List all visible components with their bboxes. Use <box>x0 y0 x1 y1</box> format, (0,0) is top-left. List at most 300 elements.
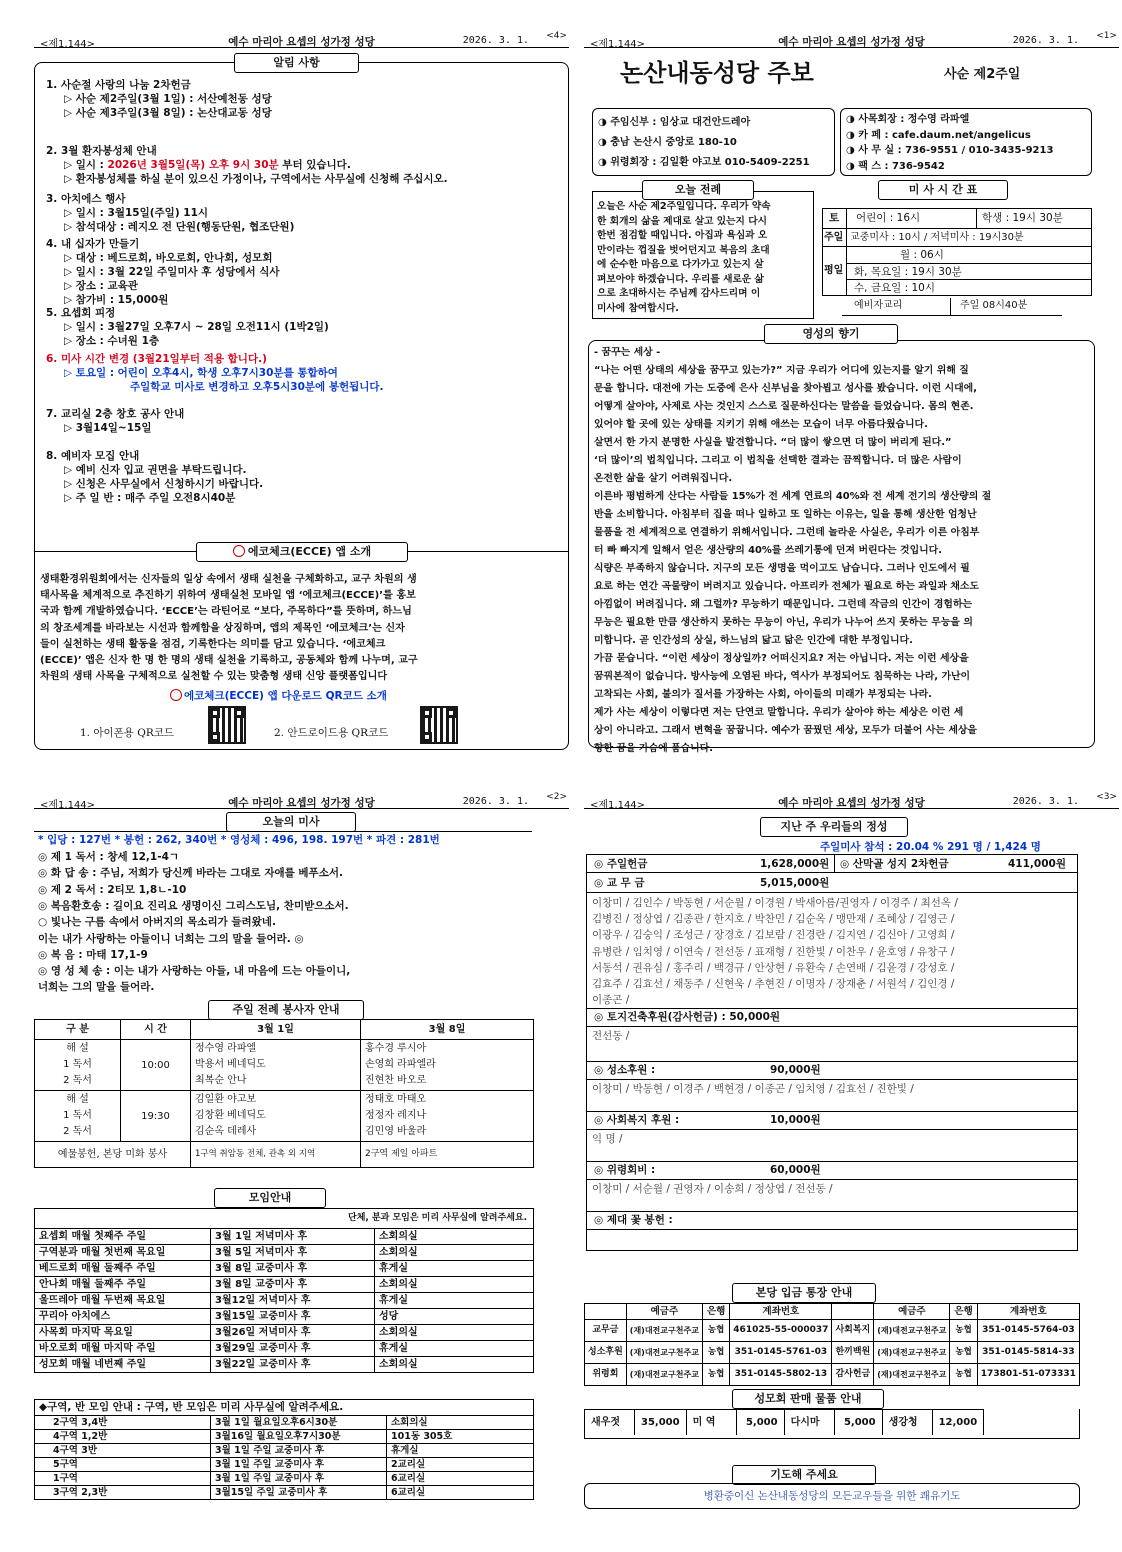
notice-heading: 8. 예비자 모집 안내 <box>46 450 140 462</box>
spirit-line: 살면서 한 가지 분명한 사실을 발견합니다. “더 많이 쌓으면 더 많이 버리게 된다.” <box>594 437 952 448</box>
bulletin-title: 논산내동성당 주보 <box>620 59 814 87</box>
tithe-line: 김병진 / 정상엽 / 김종관 / 한지호 / 박찬민 / 김순옥 / 맹만재 / 조혜상 / 김영근 / <box>592 913 955 926</box>
meeting-cell: 베드로회 매월 둘째주 주일 <box>35 1261 211 1277</box>
divider <box>586 1129 1078 1130</box>
church-name: 예수 마리아 요셉의 성가정 성당 <box>228 797 375 809</box>
notice-heading: 6. 미사 시간 변경 (3월21일부터 적용 합니다.) <box>46 353 267 365</box>
offering-section-label: ◎ 토지건축후원(감사헌금) : 50,000원 <box>594 1011 781 1023</box>
divider <box>822 246 1092 247</box>
table-row <box>35 1277 534 1293</box>
mass-wed-fri: 수, 금요일 : 10시 <box>854 282 935 294</box>
notice-item: ▷ 일시 : 3월15일(주일) 11시 <box>64 207 209 219</box>
district-cell: 3월15일 주일 교중미사 후 <box>211 1486 387 1500</box>
meeting-cell: 바오로회 매월 마지막 주일 <box>35 1341 211 1357</box>
table-row <box>35 1486 534 1500</box>
district-table-wrap <box>34 1399 534 1500</box>
spirit-line: 상이 아니라고. 그래서 변혁을 꿈꿉니다. 예수가 꿈꿨던 세상, 모두가 더불어 사는 세상을 <box>594 725 977 736</box>
meetings-table-wrap <box>34 1208 534 1373</box>
meeting-cell: 소회의실 <box>375 1357 534 1373</box>
table-row <box>585 1342 1080 1364</box>
meeting-cell: 3월 8일 교중미사 후 <box>211 1261 375 1277</box>
meeting-cell: 3월22일 교중미사 후 <box>211 1357 375 1373</box>
role-name: 해 설 <box>66 1043 89 1054</box>
servers-table <box>34 1019 534 1168</box>
table-row <box>35 1245 534 1261</box>
bank-cell: 351-0145-5814-33 <box>977 1342 1079 1364</box>
mass-sat-label: 토 <box>829 212 840 224</box>
shrine-offering-amount: 411,000원 <box>1008 858 1066 870</box>
table-row <box>35 1091 534 1142</box>
bank-cell: (재)대전교구천주교 <box>626 1342 702 1364</box>
issue-number: <제1,144> <box>590 39 646 50</box>
offering-section-names: 이창미 / 박동현 / 이경주 / 백현경 / 이종곤 / 임치영 / 김효선 / 진한빛 / <box>592 1083 914 1095</box>
district-cell: 2교리실 <box>387 1458 534 1472</box>
meeting-cell: 구역분과 매월 첫번째 목요일 <box>35 1245 211 1261</box>
table-row <box>35 1416 534 1430</box>
qr-title: 에코체크(ECCE) 앱 다운로드 QR코드 소개 <box>170 689 387 703</box>
bank-cell: (재)대전교구천주교 <box>874 1320 950 1342</box>
offering-role: 예물봉헌, 본당 미화 봉사 <box>35 1142 191 1168</box>
district-cell: 3월16일 월요일오후7시30분 <box>211 1430 387 1444</box>
ecce-line: 들이 실천하는 생태 활동을 점검, 기록한다는 의미를 담고 있습니다. ‘에코체크 <box>40 638 386 650</box>
district-cell: 6교리실 <box>387 1486 534 1500</box>
page-3 <box>584 792 1119 1525</box>
issue-date: 2026. 3. 1. <box>1012 796 1079 807</box>
server-name: 정태호 마태오 <box>365 1094 427 1105</box>
notice-item: ▷ 일시 : 3월27일 오후7시 ~ 28일 오전11시 (1박2일) <box>64 321 329 333</box>
page-header <box>584 792 1119 811</box>
meetings-table <box>34 1208 534 1373</box>
mass-weekday-label: 평일 <box>824 265 844 276</box>
notice-item: ▷ 장소 : 교육관 <box>64 280 138 292</box>
server-cell <box>361 1091 534 1142</box>
bank-cell: 감사헌금 <box>832 1364 874 1386</box>
offering-d1: 1구역 취암동 전체, 관촉 외 지역 <box>191 1142 361 1168</box>
bank-cell: 351-0145-5764-03 <box>977 1320 1079 1342</box>
catechumen-label: 예비자교리 <box>854 300 903 311</box>
notice-item: ▷ 예비 신자 입교 권면을 부탁드립니다. <box>64 464 247 476</box>
role-cell <box>35 1040 121 1091</box>
goods-title: 성모회 판매 물품 안내 <box>732 1389 884 1409</box>
server-name: 최복순 안나 <box>195 1075 247 1086</box>
goods-cell: 12,000 <box>932 1410 984 1436</box>
reading-line: ◎ 화 답 송 : 주님, 저희가 당신께 바라는 그대로 자애를 베푸소서. <box>38 867 343 880</box>
table-row <box>35 1309 534 1325</box>
bank-cell: 농협 <box>702 1342 729 1364</box>
notice-heading: 4. 내 십자가 만들기 <box>46 238 140 250</box>
catechumen-time: 주일 08시40분 <box>960 300 1028 311</box>
role-name: 2 독서 <box>63 1075 92 1086</box>
offering-title: 지난 주 우리들의 정성 <box>760 817 908 837</box>
table-row <box>35 1325 534 1341</box>
tithe-line: 서동석 / 권유심 / 홍주리 / 백경규 / 안상현 / 유환숙 / 손연배 / 김윤경 / 강성호 / <box>592 961 955 974</box>
notice-item: ▷ 일시 : 3월 22일 주일미사 후 성당에서 식사 <box>64 266 280 278</box>
table-row <box>35 1040 534 1091</box>
offering-d2: 2구역 제일 아파트 <box>361 1142 534 1168</box>
notice-heading: 3. 아치에스 행사 <box>46 193 126 205</box>
meeting-cell: 성모회 매월 네번째 주일 <box>35 1357 211 1373</box>
info-line: ◑ 카 페 : cafe.daum.net/angelicus <box>846 129 1031 141</box>
church-name: 예수 마리아 요셉의 성가정 성당 <box>228 36 375 48</box>
table-header: 은행 <box>702 1304 729 1320</box>
table-header <box>585 1304 627 1320</box>
server-cell <box>361 1040 534 1091</box>
table-row <box>35 1229 534 1245</box>
divider <box>950 298 951 315</box>
notice-item: ▷ 주 일 반 : 매주 주일 오전8시40분 <box>64 492 236 504</box>
spirit-line: 있어야 할 곳에 있는 상태를 지키기 위해 애쓰는 모습이 너무 아름다웠습니다. <box>594 419 928 430</box>
notice-heading: 7. 교리실 2층 창호 공사 안내 <box>46 408 185 420</box>
meetings-title: 모임안내 <box>214 1188 326 1208</box>
tithe-amount: 5,015,000원 <box>760 877 830 889</box>
bank-cell: 351-0145-5761-03 <box>730 1342 832 1364</box>
notice-item: ▷ 토요일 : 어린이 오후4시, 학생 오후7시30분를 통합하여 <box>64 367 338 379</box>
offering-section-amount: 60,000원 <box>770 1164 821 1176</box>
reading-line: ◎ 복음환호송 : 길이요 진리요 생명이신 그리스도님, 찬미받으소서. <box>38 899 349 912</box>
spirit-line: 아낌없이 버려집니다. 왜 그럴까? 무능하기 때문입니다. 그런데 작금의 인간이 경험하는 <box>594 599 973 610</box>
mass-schedule-title: 미 사 시 간 표 <box>878 180 1008 200</box>
role-name: 1 독서 <box>63 1110 92 1121</box>
page-4 <box>34 31 569 764</box>
table-header: 은행 <box>950 1304 977 1320</box>
district-cell: 4구역 3반 <box>35 1444 211 1458</box>
ecce-line: 국과 함께 개발하였습니다. ‘ECCE’는 라틴어로 “보다, 주목하다”를 뜻하며, 하느님 <box>40 606 412 618</box>
goods-cell: 5,000 <box>736 1410 784 1436</box>
divider <box>846 208 847 296</box>
mass-sun-text: 교중미사 : 10시 / 저녁미사 : 19시30분 <box>850 232 1024 243</box>
goods-cell: 5,000 <box>834 1410 882 1436</box>
spirit-line: 온전한 삶을 살기 어려워집니다. <box>594 473 733 484</box>
divider <box>976 208 977 228</box>
offering-section-amount: 90,000원 <box>770 1064 821 1076</box>
page-header <box>34 31 569 50</box>
server-name: 김순옥 데레사 <box>195 1126 257 1137</box>
goods-cell: 35,000 <box>635 1410 687 1436</box>
reading-line: ◎ 제 2 독서 : 2티모 1,8ㄴ-10 <box>38 883 187 896</box>
spirit-line: 향한 꿈을 가슴에 품습니다. <box>594 743 713 754</box>
role-cell <box>35 1091 121 1142</box>
meeting-cell: 소회의실 <box>375 1277 534 1293</box>
district-cell: 4구역 1,2반 <box>35 1430 211 1444</box>
table-row <box>35 1430 534 1444</box>
district-cell: 5구역 <box>35 1458 211 1472</box>
goods-box <box>584 1409 1080 1439</box>
table-row <box>585 1364 1080 1386</box>
table-row <box>35 1357 534 1373</box>
meeting-cell: 소회의실 <box>375 1229 534 1245</box>
divider <box>586 1008 1078 1009</box>
info-line: ◑ 사 무 실 : 736-9551 / 010-3435-9213 <box>846 145 1054 156</box>
qr-code-ios[interactable] <box>208 706 246 744</box>
bank-cell: 성소후원 <box>585 1342 627 1364</box>
reading-line: ○ 빛나는 구름 속에서 아버지의 목소리가 들려왔네. <box>38 916 276 929</box>
bank-cell: 위령회 <box>585 1364 627 1386</box>
offering-section-label: ◎ 사회복지 후원 : <box>594 1114 680 1126</box>
ecce-line: 생태환경위원회에서는 신자들의 일상 속에서 생태 실천을 구체화하고, 교구 차원의 생 <box>40 574 417 585</box>
mass-sat-students: 학생 : 19시 30분 <box>982 212 1063 224</box>
qr-ios-label: 1. 아이폰용 QR코드 <box>80 727 175 739</box>
offering-section-names: 전선동 / <box>592 1030 630 1042</box>
spirit-line: ‘더 많이’의 법칙입니다. 그리고 이 법칙을 선택한 결과는 끔찍합니다. 더 많은 사람이 <box>594 455 962 466</box>
meeting-cell: 사목회 마지막 목요일 <box>35 1325 211 1341</box>
liturgy-line: 한번 점검할 때입니다. 아집과 욕심과 오 <box>597 230 768 241</box>
bank-table-wrap <box>584 1303 1080 1386</box>
table-header: 계좌번호 <box>730 1304 832 1320</box>
district-cell: 2구역 3,4반 <box>35 1416 211 1430</box>
ecce-line: 의 창조세계를 바라보는 시선과 함께함을 상징하며, 앱의 제목인 ‘에코체크’는 신자 <box>40 622 405 634</box>
bank-title: 본당 입금 통장 안내 <box>732 1283 876 1303</box>
divider <box>586 1079 1078 1080</box>
ecce-line: 차원의 생태 사목을 구체적으로 실천할 수 있는 맞춤형 생태 신앙 플랫폼입니다 <box>40 671 388 683</box>
qr-android-label: 2. 안드로이드용 QR코드 <box>274 727 389 739</box>
liturgy-line: 펴보아야 하겠습니다. 우리를 새로운 삶 <box>597 273 764 285</box>
spirit-line: 고착되는 사회, 불의가 질서를 가장하는 사회, 아이들의 미래가 부정되는 나라. <box>594 689 932 700</box>
offering-section-amount: 10,000원 <box>770 1114 821 1126</box>
mass-monday: 월 : 06시 <box>900 249 944 261</box>
ecce-line: 태사목을 체계적으로 추진하기 위하여 생태실천 모바일 앱 ‘에코체크(ECCE)’를 홍보 <box>40 590 416 602</box>
server-name: 박용서 베네딕도 <box>195 1059 266 1070</box>
notice-item: ▷ 장소 : 수녀원 1층 <box>64 335 160 347</box>
hymn-numbers: * 입당 : 127번 * 봉헌 : 262, 340번 * 영성체 : 496, 198. 197번 * 파견 : 281번 <box>38 834 440 846</box>
server-name: 김민영 바울라 <box>365 1126 427 1137</box>
role-name: 해 설 <box>66 1094 89 1105</box>
meeting-cell: 3월 8일 교중미사 후 <box>211 1277 375 1293</box>
district-cell: 3월 1일 월요일오후6시30분 <box>211 1416 387 1430</box>
offering-section-label: ◎ 제대 꽃 봉헌 : <box>594 1214 673 1226</box>
server-cell <box>191 1091 361 1142</box>
sunday-offering-amount: 1,628,000원 <box>760 858 830 870</box>
bulletin-subtitle: 사순 제2주일 <box>944 67 1021 82</box>
server-name: 진현찬 바오로 <box>365 1075 427 1086</box>
time-cell: 10:00 <box>121 1040 191 1091</box>
bank-table <box>584 1303 1080 1386</box>
district-cell: 3월 1일 주일 교중미사 후 <box>211 1458 387 1472</box>
info-line: ◑ 위령회장 : 김일환 야고보 010-5409-2251 <box>598 157 810 168</box>
offering-section-label: ◎ 위령회비 : <box>594 1164 656 1176</box>
notice-item: ▷ 참가비 : 15,000원 <box>64 294 169 306</box>
table-row <box>35 1293 534 1309</box>
info-line: ◑ 주임신부 : 임상교 대건안드레아 <box>598 117 751 128</box>
divider <box>586 1161 1078 1162</box>
spirit-line: 요로 하는 연간 곡물량이 버려지고 있습니다. 아프리카 전체가 필요로 하는 과일과 채소도 <box>594 581 979 592</box>
ecce-title: 에코체크(ECCE) 앱 소개 <box>196 542 408 562</box>
spirit-line: 미합니다. 곧 인간성의 상실, 하느님의 닮고 닮은 인간에 대한 부정입니다. <box>594 635 913 646</box>
ecce-logo-icon <box>233 545 245 557</box>
mass-tue-thu: 화, 목요일 : 19시 30분 <box>854 266 962 278</box>
meeting-cell: 꾸리아 아치에스 <box>35 1309 211 1325</box>
notice-item: ▷ 대상 : 베드로회, 바오로회, 안나회, 성모회 <box>64 252 273 264</box>
liturgy-line: 으로 초대하시는 주님께 감사드리며 이 <box>597 288 761 299</box>
bank-cell: 농협 <box>950 1342 977 1364</box>
table-header: 계좌번호 <box>977 1304 1079 1320</box>
bank-cell: 사회복지 <box>832 1320 874 1342</box>
server-name: 정정자 레지나 <box>365 1110 427 1121</box>
bank-cell: 교무금 <box>585 1320 627 1342</box>
attendance: 주일미사 참석 : 20.04 % 291 명 / 1,424 명 <box>820 841 1041 853</box>
liturgy-line: 오늘은 사순 제2주일입니다. 우리가 약속 <box>597 201 771 212</box>
table-row <box>35 1261 534 1277</box>
page-header <box>584 31 1119 50</box>
table-header: 3월 8일 <box>361 1020 534 1040</box>
meeting-cell: 3월15일 교중미사 후 <box>211 1309 375 1325</box>
district-cell: 3월 1일 주일 교중미사 후 <box>211 1444 387 1458</box>
sunday-offering-label: ◎ 주일헌금 <box>594 858 648 870</box>
info-line: ◑ 충남 논산시 중앙로 180-10 <box>598 137 737 148</box>
info-line: ◑ 팩 스 : 736-9542 <box>846 160 945 172</box>
table-row <box>35 1341 534 1357</box>
tithe-line: 이종곤 / <box>592 994 630 1007</box>
district-cell: 3구역 2,3반 <box>35 1486 211 1500</box>
bank-cell: (재)대전교구천주교 <box>874 1364 950 1386</box>
notice-item: 주일학교 미사로 변경하고 오후5시30분에 봉헌됩니다. <box>130 381 384 393</box>
divider <box>586 892 1078 893</box>
liturgy-line: 한 회개의 삶을 제대로 살고 있는지 다시 <box>597 215 767 227</box>
meeting-cell: 소회의실 <box>375 1325 534 1341</box>
meeting-cell: 휴게실 <box>375 1261 534 1277</box>
reading-line: ◎ 영 성 체 송 : 이는 내가 사랑하는 아들, 내 마음에 드는 아들이니, <box>38 965 351 978</box>
goods-cell: 미 역 <box>686 1410 736 1436</box>
issue-date: 2026. 3. 1. <box>1012 35 1079 46</box>
table-row <box>35 1444 534 1458</box>
divider <box>586 1026 1078 1027</box>
meeting-cell: 휴게실 <box>375 1293 534 1309</box>
page-number: <4> <box>546 31 567 41</box>
bank-cell: 461025-55-000037 <box>730 1320 832 1342</box>
divider <box>586 1179 1078 1180</box>
meeting-cell: 성당 <box>375 1309 534 1325</box>
notice-title: 알림 사항 <box>234 53 359 73</box>
bank-cell: 173801-51-073331 <box>977 1364 1079 1386</box>
table-row <box>35 1458 534 1472</box>
bank-cell: 농협 <box>950 1320 977 1342</box>
server-name: 손영희 라파엘라 <box>365 1059 436 1070</box>
goods-cell: 다시마 <box>784 1410 834 1436</box>
notice-heading: 5. 요셉회 피정 <box>46 307 116 319</box>
meeting-cell: 울뜨레아 매월 두번째 목요일 <box>35 1293 211 1309</box>
info-line: ◑ 사목회장 : 정수영 라파엘 <box>846 114 970 125</box>
issue-number: <제1,144> <box>40 39 96 50</box>
role-name: 1 독서 <box>63 1059 92 1070</box>
issue-number: <제1,144> <box>40 800 96 811</box>
server-name: 홍수경 루시아 <box>365 1043 427 1054</box>
divider <box>846 279 1092 280</box>
prayer-text: 병환중이신 논산내동성당의 모든교우들을 위한 쾌유기도 <box>703 1490 961 1502</box>
spirit-line: 문을 합니다. 대전에 가는 도중에 은사 신부님을 찾아뵙고 성사를 봤습니다. 이런 시대에, <box>594 383 977 394</box>
role-name: 2 독서 <box>63 1126 92 1137</box>
spirit-line: 꿈꿔본적이 없습니다. 방사능에 오염된 바다, 역사가 부정되어도 침묵하는 나라, 가난이 <box>594 671 971 682</box>
bank-cell: (재)대전교구천주교 <box>874 1342 950 1364</box>
divider <box>34 831 532 832</box>
issue-date: 2026. 3. 1. <box>462 796 529 807</box>
reading-line: ◎ 제 1 독서 : 창세 12,1-4ㄱ <box>38 851 180 863</box>
goods-cell: 생강청 <box>882 1410 932 1436</box>
server-name: 정수영 라파엘 <box>195 1043 257 1054</box>
spirit-line: 무능은 필요한 만큼 생산하지 못하는 무능이 아닌, 우리가 나누어 쓰지 못하는 무능을 의 <box>594 617 973 628</box>
notice-item: ▷ 참석대상 : 레지오 전 단원(행동단원, 협조단원) <box>64 221 295 233</box>
district-cell: 휴게실 <box>387 1444 534 1458</box>
district-cell: 1구역 <box>35 1472 211 1486</box>
page-header <box>34 792 569 811</box>
qr-code-android[interactable] <box>420 706 458 744</box>
spirit-line: 식량은 부족하지 않습니다. 지구의 모든 생명을 먹이고도 남습니다. 그러나 인도에서 필 <box>594 563 970 574</box>
time-cell: 19:30 <box>121 1091 191 1142</box>
page-number: <2> <box>546 792 567 802</box>
divider <box>842 315 1062 316</box>
liturgy-line: 미사에 참여합시다. <box>597 302 679 314</box>
meeting-cell: 3월26일 저녁미사 후 <box>211 1325 375 1341</box>
tithe-label: ◎ 교 무 금 <box>594 877 645 889</box>
notice-item: ▷ 3월14일~15일 <box>64 422 152 434</box>
shrine-offering-label: ◎ 산막골 성지 2차헌금 <box>840 858 949 870</box>
tithe-line: 이창미 / 김인수 / 박동현 / 서순월 / 이경원 / 박새아름/권영자 / 이경주 / 최선옥 / <box>592 897 958 909</box>
divider <box>834 854 835 872</box>
divider <box>822 228 1092 229</box>
district-cell: 101동 305호 <box>387 1430 534 1444</box>
issue-number: <제1,144> <box>590 800 646 811</box>
meeting-cell: 3월 1일 저녁미사 후 <box>211 1229 375 1245</box>
bank-cell: 농협 <box>950 1364 977 1386</box>
bank-cell: 351-0145-5802-13 <box>730 1364 832 1386</box>
spirit-line: - 꿈꾸는 세상 - <box>594 347 661 358</box>
page-number: <3> <box>1096 792 1117 802</box>
offering-section-names: 익 명 / <box>592 1133 623 1145</box>
spirit-line: 이른바 평범하게 산다는 사람들 15%가 전 세계 연료의 40%와 전 세계 전기의 생산량의 절 <box>594 491 992 502</box>
spirit-line: 어떻게 살아야, 사제로 사는 것인지 스스로 질문하신다는 말씀을 들었습니다. 몸의 현존. <box>594 401 974 412</box>
church-name: 예수 마리아 요셉의 성가정 성당 <box>778 797 925 809</box>
server-cell <box>191 1040 361 1091</box>
liturgy-line: 만이라는 껍질을 벗어던지고 복음의 초대 <box>597 244 770 256</box>
meeting-cell: 3월12일 저녁미사 후 <box>211 1293 375 1309</box>
reading-line: 이는 내가 사랑하는 아들이니 너희는 그의 말을 들어라. ◎ <box>38 932 304 945</box>
servers-table-wrap <box>34 1019 534 1168</box>
issue-date: 2026. 3. 1. <box>462 35 529 46</box>
table-header <box>832 1304 874 1320</box>
liturgy-title: 오늘 전례 <box>642 180 754 200</box>
notice-item: ▷ 환자봉성체를 하실 분이 있으신 가정이나, 구역에서는 사무실에 신청해 주십시오. <box>64 173 448 185</box>
goods-cell: 새우젓 <box>585 1410 635 1436</box>
spirit-line: 물품을 전 세계적으로 연결하기 위해서입니다. 그런데 놀라운 사실은, 우리가 이른 아침부 <box>594 527 980 538</box>
mass-sat-kids: 어린이 : 16시 <box>856 212 921 224</box>
servers-title: 주일 전례 봉사자 안내 <box>208 1000 364 1020</box>
table-header: 시 간 <box>121 1020 191 1040</box>
table-header: 예금주 <box>874 1304 950 1320</box>
spirit-line: 반을 소비합니다. 아침부터 집을 떠나 일하고 또 일하는 이유는, 일을 통해 생산한 엄청난 <box>594 509 977 520</box>
ecce-line: (ECCE)’ 앱은 신자 한 명 한 명의 생태 실천을 기록하고, 공동체와 함께 나누며, 교구 <box>40 655 418 666</box>
table-header: 예금주 <box>626 1304 702 1320</box>
table-header: 구 분 <box>35 1020 121 1040</box>
bank-cell: (재)대전교구천주교 <box>626 1320 702 1342</box>
notice-item: ▷ 일시 : 2026년 3월5일(목) 오후 9시 30분 부터 있습니다. <box>64 159 351 171</box>
bank-cell: 농협 <box>702 1320 729 1342</box>
server-name: 김일환 야고보 <box>195 1094 257 1105</box>
prayer-title: 기도해 주세요 <box>732 1465 876 1485</box>
meeting-cell: 소회의실 <box>375 1245 534 1261</box>
district-table <box>34 1399 534 1500</box>
spirit-line: 가끔 묻습니다. “이런 세상이 정상일까? 어떠신지요? 저는 아닙니다. 저는 이런 세상을 <box>594 653 969 664</box>
notice-heading: 2. 3월 환자봉성체 안내 <box>46 145 157 157</box>
notice-item: ▷ 사순 제3주일(3월 8일) : 논산대교동 성당 <box>64 107 272 119</box>
server-name: 김창환 베네딕도 <box>195 1110 266 1121</box>
district-cell: 3월 1일 주일 교중미사 후 <box>211 1472 387 1486</box>
district-cell: 6교리실 <box>387 1472 534 1486</box>
page-2 <box>34 792 569 1525</box>
spirit-line: 터 빠 빠지게 일해서 얻은 생산량의 40%를 쓰레기통에 던져 버린다는 것입니다. <box>594 545 942 556</box>
district-cell: 소회의실 <box>387 1416 534 1430</box>
table-header: 3월 1일 <box>191 1020 361 1040</box>
divider <box>586 1111 1078 1112</box>
meetings-note: 단체, 분과 모임은 미리 사무실에 알려주세요. <box>35 1209 534 1229</box>
spirit-line: “나는 어떤 상태의 세상을 꿈꾸고 있는가?” 지금 우리가 어디에 있는지를 알기 위해 질 <box>594 365 969 376</box>
